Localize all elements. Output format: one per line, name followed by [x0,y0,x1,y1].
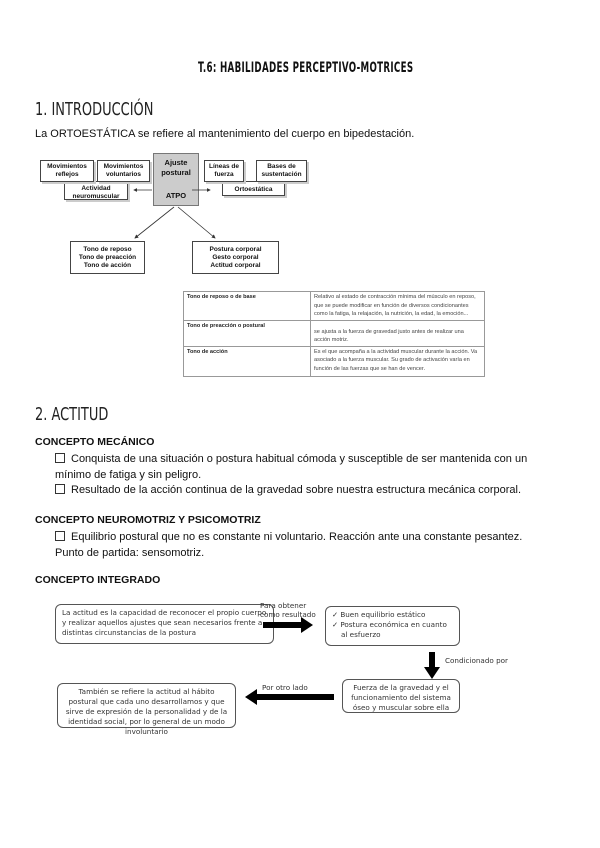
postura-item: Actitud corporal [210,261,261,269]
table-key: Tono de reposo o de base [184,292,311,321]
list-item-text: Equilibrio postural que no es constante ni voluntario. Reacción ante una constante pesantez. Punto de partida: sensomotriz. [55,531,523,559]
concepto-neuro-title: CONCEPTO NEUROMOTRIZ Y PSICOMOTRIZ [35,514,261,526]
table-row [184,292,485,321]
postura-item: Postura corporal [209,245,262,253]
table-key: Tono de acción [184,346,311,376]
box-posturas [192,241,279,274]
list-item-text: Resultado de la acción continua de la gravedad sobre nuestra estructura mecánica corporal. [71,484,522,496]
tono-item: Tono de reposo [83,245,132,253]
tono-table [183,291,485,377]
section-heading-introduccion: 1. INTRODUCCIÓN [35,99,154,120]
checkbox-icon [55,531,65,541]
flow-box-habito: También se refiere la actitud al hábito postural que cada uno desarrollamos y que sirve de expresión de la personalidad y de la identidad social, por lo general de un modo involuntario [57,683,236,728]
arrow-down-left [135,207,174,238]
flow-label-condicionado: Condicionado por [445,656,508,665]
box-bases: Bases de sustentación [256,160,307,182]
document-title: T.6: HABILIDADES PERCEPTIVO-MOTRICES [198,60,414,76]
flow-arrows [0,590,600,740]
flow-label-otro-lado: Por otro lado [262,683,308,692]
arrow-right-icon [263,617,313,633]
box-actividad: Actividad neuromuscular [64,181,128,200]
tono-item: Tono de preacción [78,253,137,261]
checkbox-icon [55,453,65,463]
section-heading-actitud: 2. ACTITUD [35,404,109,425]
result-item: ✓ Buen equilibrio estático [332,610,426,619]
concepto-integrado-title: CONCEPTO INTEGRADO [35,574,161,586]
flow-box-gravedad: Fuerza de la gravedad y el funcionamiento del sistema óseo y muscular sobre ella [342,679,460,713]
checkbox-icon [55,484,65,494]
table-value: Es el que acompaña a la actividad muscular durante la acción. Va asociado a la fuerza muscular. Su grado de activación varía en función de las fuerzas que se han de vencer. [311,346,485,376]
flow-label-resultado: Para obtener como resultado [260,601,316,619]
table-row [184,346,485,376]
arrow-down-right [178,207,215,238]
flow-box-definicion: La actitud es la capacidad de reconocer el propio cuerpo y realizar aquellos ajustes que sean necesarios frente a distintas circunstancias de la postura [55,604,274,644]
box-lineas: Líneas de fuerza [204,160,244,182]
result-text: Buen equilibrio estático [340,610,426,619]
tono-item: Tono de acción [83,261,132,269]
table-value: se ajusta a la fuerza de gravedad justo antes de realizar una acción motriz. [311,320,485,346]
concepto-mecanico-title: CONCEPTO MECÁNICO [35,436,155,448]
list-item [55,529,545,561]
table-key: Tono de preacción o postural [184,320,311,346]
postura-item: Gesto corporal [212,253,259,261]
box-tonos [70,241,145,274]
intro-paragraph: La ORTOESTÁTICA se refiere al mantenimiento del cuerpo en bipedestación. [35,128,415,140]
result-text: Postura económica en cuanto al esfuerzo [340,620,447,639]
arrow-left-icon [245,689,334,705]
ajuste-label: Ajuste postural [161,158,191,177]
box-mov-reflejos: Movimientos reflejos [40,160,94,182]
box-ortoestatica: Ortoestática [222,181,285,196]
table-row [184,320,485,346]
table-value: Relativo al estado de contracción mínima del músculo en reposo, que se puede modificar en función de diversos condicionantes como la fatiga, la relajación, la nutrición, la edad, la emoción... [311,292,485,321]
box-mov-voluntarios: Movimientos voluntarios [97,160,150,182]
arrow-down-icon [424,652,440,679]
result-item: ✓ Postura económica en cuanto al esfuerzo [332,620,447,639]
atpo-label: ATPO [165,191,187,200]
list-item [55,451,555,483]
list-item-text: Conquista de una situación o postura habitual cómoda y susceptible de ser mantenida con un mínimo de fatiga y sin peligro. [55,453,528,481]
list-item [55,484,521,496]
